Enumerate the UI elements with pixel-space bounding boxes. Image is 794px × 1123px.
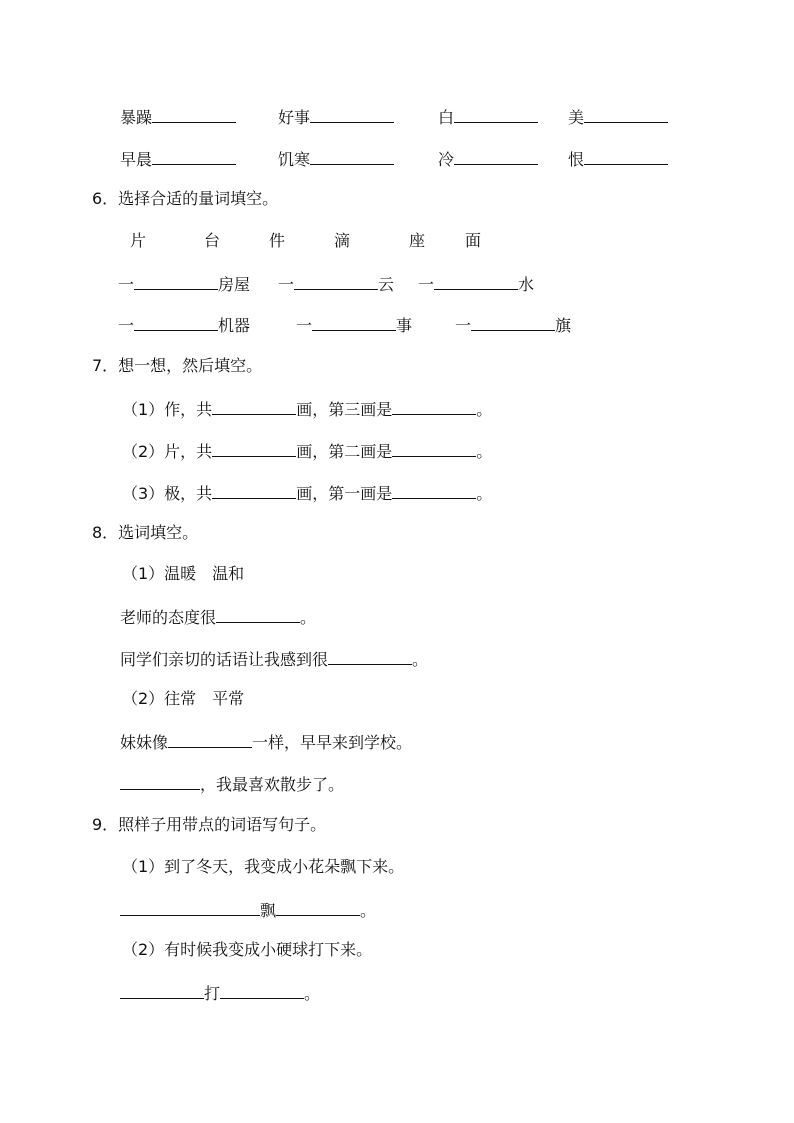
q5-item <box>120 147 236 171</box>
answer-blank[interactable] <box>434 272 518 290</box>
word: 恨 <box>568 150 585 169</box>
answer-blank[interactable] <box>584 147 668 165</box>
prefix: 一 <box>418 275 435 294</box>
end: 。 <box>476 400 493 419</box>
q9-answer-line <box>120 981 320 1005</box>
question-6-title: 6．选择合适的量词填空。 <box>92 189 279 208</box>
answer-blank[interactable] <box>471 313 555 331</box>
sentence-start: 同学们亲切的话语让我感到很 <box>120 650 329 669</box>
answer-blank[interactable] <box>152 147 236 165</box>
answer-blank[interactable] <box>168 730 252 748</box>
q8-sentence <box>120 605 316 629</box>
q8-sentence <box>120 647 428 671</box>
answer-blank[interactable] <box>120 772 200 790</box>
noun: 云 <box>378 275 395 294</box>
answer-blank[interactable] <box>392 397 476 415</box>
answer-blank[interactable] <box>120 981 204 999</box>
option-word: 滴 <box>334 231 351 250</box>
sentence-end: 。 <box>360 901 377 920</box>
answer-blank[interactable] <box>454 147 538 165</box>
noun: 房屋 <box>218 275 251 294</box>
option-word: 片 <box>130 231 147 250</box>
q5-item <box>568 147 668 171</box>
answer-blank[interactable] <box>220 981 304 999</box>
q7-item <box>122 397 492 421</box>
q9-answer-line <box>120 898 376 922</box>
lead: （2）片，共 <box>122 442 213 461</box>
mid: 画，第二画是 <box>296 442 393 461</box>
word: 好事 <box>278 108 311 127</box>
sentence-end: 一样，早早来到学校。 <box>252 733 413 752</box>
answer-blank[interactable] <box>212 397 296 415</box>
end: 。 <box>476 484 493 503</box>
sentence-start: 老师的态度很 <box>120 608 217 627</box>
q7-item <box>122 481 492 505</box>
word: 饥寒 <box>278 150 311 169</box>
lead: （1）作，共 <box>122 400 213 419</box>
answer-blank[interactable] <box>134 272 218 290</box>
answer-blank[interactable] <box>276 898 360 916</box>
option-word: 面 <box>465 231 482 250</box>
answer-blank[interactable] <box>152 105 236 123</box>
noun: 事 <box>396 316 413 335</box>
answer-blank[interactable] <box>120 898 260 916</box>
prefix: 一 <box>296 316 313 335</box>
answer-blank[interactable] <box>584 105 668 123</box>
answer-blank[interactable] <box>134 313 218 331</box>
question-7-title: 7．想一想，然后填空。 <box>92 356 263 375</box>
lead: （3）极，共 <box>122 484 213 503</box>
q7-item <box>122 439 492 463</box>
option-word: 台 <box>204 231 221 250</box>
q6-item <box>118 272 250 296</box>
q6-item <box>296 313 412 337</box>
q5-item <box>568 105 668 129</box>
question-8-title: 8．选词填空。 <box>92 523 199 542</box>
answer-blank[interactable] <box>212 439 296 457</box>
answer-blank[interactable] <box>392 481 476 499</box>
word: 美 <box>568 108 585 127</box>
q5-item <box>278 105 394 129</box>
prefix: 一 <box>278 275 295 294</box>
noun: 水 <box>518 275 535 294</box>
noun: 机器 <box>218 316 251 335</box>
q8-group-2-label: （2）往常 平常 <box>122 689 245 708</box>
q5-item <box>120 105 236 129</box>
q6-item <box>118 313 250 337</box>
q6-item <box>418 272 534 296</box>
question-9-title: 9．照样子用带点的词语写句子。 <box>92 815 327 834</box>
answer-blank[interactable] <box>216 605 300 623</box>
end: 。 <box>476 442 493 461</box>
answer-blank[interactable] <box>312 313 396 331</box>
keyword: 打 <box>204 984 221 1003</box>
prefix: 一 <box>118 316 135 335</box>
q8-group-1-label: （1）温暖 温和 <box>122 564 245 583</box>
q5-item <box>438 105 538 129</box>
q8-sentence <box>120 772 344 796</box>
answer-blank[interactable] <box>328 647 412 665</box>
sentence-end: ，我最喜欢散步了。 <box>200 775 345 794</box>
q5-item <box>438 147 538 171</box>
q9-example-1: （1）到了冬天，我变成小花朵飘下来。 <box>122 857 405 876</box>
answer-blank[interactable] <box>392 439 476 457</box>
q6-item <box>278 272 394 296</box>
answer-blank[interactable] <box>310 147 394 165</box>
sentence-start: 妹妹像 <box>120 733 169 752</box>
word: 暴躁 <box>120 108 153 127</box>
prefix: 一 <box>118 275 135 294</box>
option-word: 件 <box>269 231 286 250</box>
mid: 画，第一画是 <box>296 484 393 503</box>
sentence-end: 。 <box>300 608 317 627</box>
keyword: 飘 <box>260 901 277 920</box>
q8-sentence <box>120 730 412 754</box>
sentence-end: 。 <box>412 650 429 669</box>
q6-item <box>455 313 571 337</box>
answer-blank[interactable] <box>454 105 538 123</box>
mid: 画，第三画是 <box>296 400 393 419</box>
word: 早晨 <box>120 150 153 169</box>
q5-item <box>278 147 394 171</box>
word: 冷 <box>438 150 455 169</box>
noun: 旗 <box>555 316 572 335</box>
prefix: 一 <box>455 316 472 335</box>
answer-blank[interactable] <box>310 105 394 123</box>
answer-blank[interactable] <box>212 481 296 499</box>
q9-example-2: （2）有时候我变成小硬球打下来。 <box>122 940 373 959</box>
option-word: 座 <box>409 231 426 250</box>
answer-blank[interactable] <box>294 272 378 290</box>
sentence-end: 。 <box>304 984 321 1003</box>
word: 白 <box>438 108 455 127</box>
